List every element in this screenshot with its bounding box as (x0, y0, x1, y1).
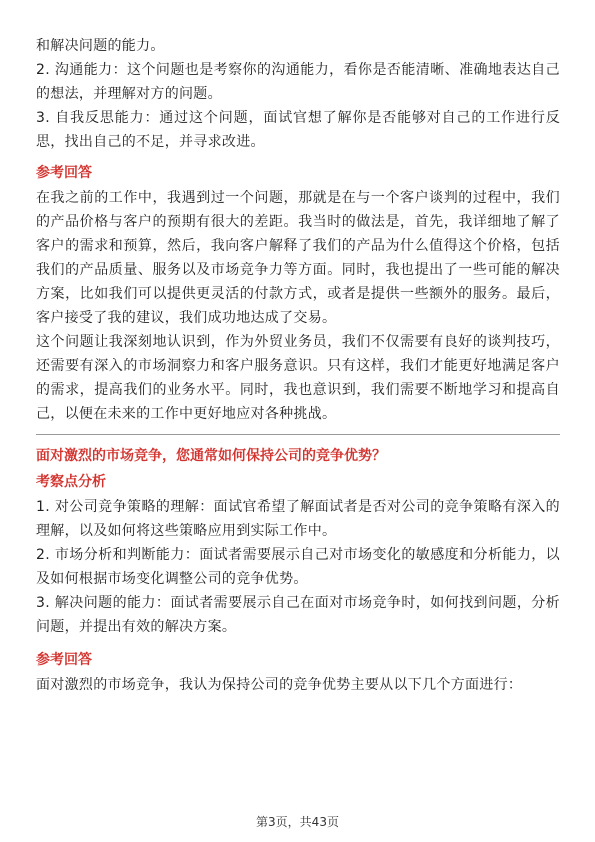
analysis-item: 3. 解决问题的能力：面试者需要展示自己在面对市场竞争时，如何找到问题，分析问题，并提出有效的解决方案。 (36, 595, 560, 635)
analysis-item-self-reflection: 3. 自我反思能力：通过这个问题，面试官想了解你是否能够对自己的工作进行反思，找出自己的不足，并寻求改进。 (36, 110, 560, 150)
reference-answer-heading: 参考回答 (36, 165, 92, 181)
analysis-item-communication: 2. 沟通能力：这个问题也是考察你的沟通能力，看你是否能清晰、准确地表达自己的想法，并理解对方的问题。 (36, 62, 560, 102)
continued-line: 和解决问题的能力。 (36, 38, 165, 54)
analysis-item: 2. 市场分析和判断能力：面试者需要展示自己对市场变化的敏感度和分析能力，以及如何根据市场变化调整公司的竞争优势。 (36, 547, 560, 587)
answer-paragraph: 在我之前的工作中，我遇到过一个问题，那就是在与一个客户谈判的过程中，我们的产品价格与客户的预期有很大的差距。我当时的做法是，首先，我详细地了解了客户的需求和预算，然后，我向客户解释了我们的产品为什么值得这个价格，包括我们的产品质量、服务以及市场竞争力等方面。同时，我也提出了一些可能的解决方案，比如我们可以提供更灵活的付款方式，或者是提供一些额外的服务。最后，客户接受了我的建议，我们成功地达成了交易。 (36, 190, 560, 326)
reference-answer-heading: 参考回答 (36, 652, 92, 668)
answer-intro: 面对激烈的市场竞争，我认为保持公司的竞争优势主要从以下几个方面进行： (36, 677, 523, 693)
page-number: 第3页，共43页 (256, 815, 339, 829)
answer-paragraph: 这个问题让我深刻地认识到，作为外贸业务员，我们不仅需要有良好的谈判技巧，还需要有深入的市场洞察力和客户服务意识。只有这样，我们才能更好地满足客户的需求，提高我们的业务水平。同时，我也意识到，我们需要不断地学习和提高自己，以便在未来的工作中更好地应对各种挑战。 (36, 334, 560, 422)
document-page (36, 34, 560, 697)
analysis-heading: 考察点分析 (36, 474, 106, 490)
analysis-item: 1. 对公司竞争策略的理解：面试官希望了解面试者是否对公司的竞争策略有深入的理解，以及如何将这些策略应用到实际工作中。 (36, 499, 560, 539)
question-title: 面对激烈的市场竞争，您通常如何保持公司的竞争优势？ (36, 448, 386, 464)
section-divider (36, 434, 560, 435)
